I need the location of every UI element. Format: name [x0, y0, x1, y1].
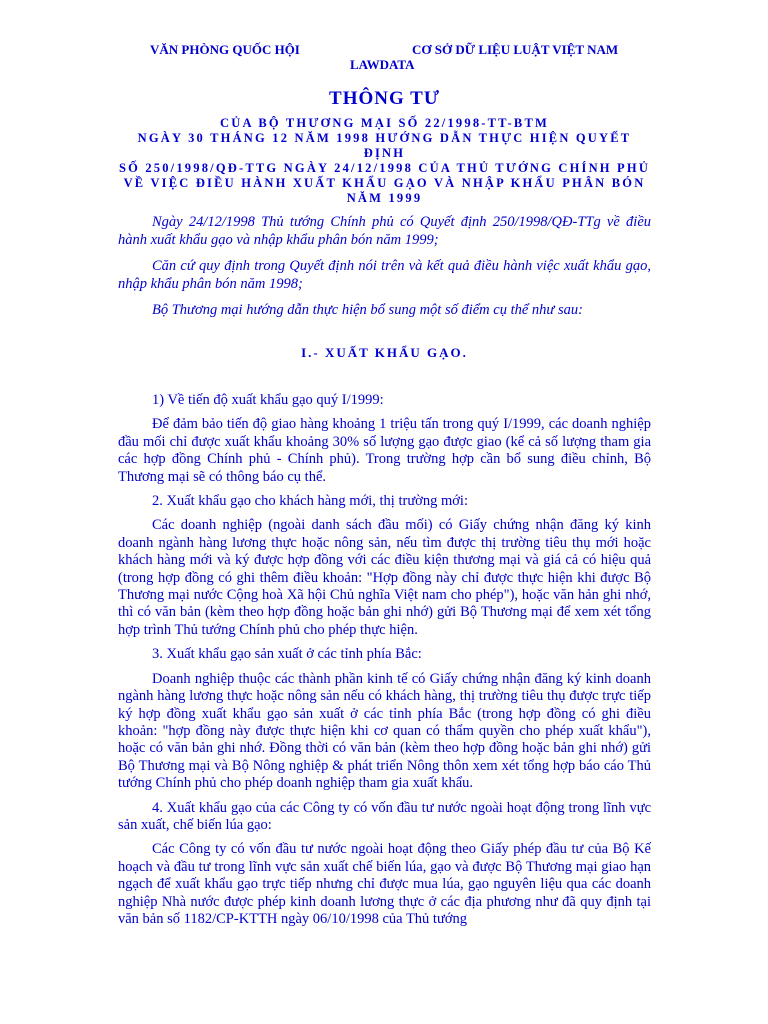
body-text — [118, 392, 651, 935]
preamble — [118, 213, 651, 327]
body-paragraph: Các doanh nghiệp (ngoài danh sách đầu mối) có Giấy chứng nhận đăng ký kinh doanh ngành hàng lương thực hoặc nông sản, nếu tìm được thị trường tiêu thụ mới hoặc khách hàng mới và ký được hợp đồng với các điều kiện thương mại và giá cả có hiệu quả (trong hợp đồng có ghi thêm điều khoản: "Hợp đồng này chỉ được thực hiện khi được Bộ Thương mại nước Cộng hoà Xã hội Chủ nghĩa Việt nam cho phép"), hoặc văn hản ghi nhớ, thì có văn bản (kèm theo hợp đồng hoặc bản ghi nhớ) gửi Bộ Thương mại để xem xét tổng hợp trình Thủ tướng Chính phủ cho phép thực hiện. — [118, 517, 651, 638]
section-heading: I.- XUẤT KHẨU GẠO. — [301, 345, 468, 360]
body-paragraph: Để đảm bảo tiến độ giao hàng khoảng 1 triệu tấn trong quý I/1999, các doanh nghiệp đầu mối chỉ được xuất khẩu khoảng 30% số lượng gạo được giao (kể cả số lượng tham gia các hợp đồng Chính phủ - Chính phủ). Trong trường hợp cần bổ sung điều chỉnh, Bộ Thương mại sẽ có thông báo cụ thể. — [118, 416, 651, 485]
body-paragraph: 3. Xuất khẩu gạo sản xuất ở các tỉnh phía Bắc: — [152, 646, 422, 663]
subtitle-line: SỐ 250/1998/QĐ-TTG NGÀY 24/12/1998 CỦA THỦ TƯỚNG CHÍNH PHỦ — [118, 161, 651, 175]
body-paragraph: 2. Xuất khẩu gạo cho khách hàng mới, thị trường mới: — [152, 493, 468, 510]
header-office: VĂN PHÒNG QUỐC HỘI — [150, 42, 300, 57]
preamble-paragraph: Bộ Thương mại hướng dẫn thực hiện bổ sung một số điểm cụ thể như sau: — [152, 302, 583, 318]
header-database: CƠ SỞ DỮ LIỆU LUẬT VIỆT NAM — [412, 42, 619, 57]
title-block — [118, 88, 651, 206]
subtitle-line: NGÀY 30 THÁNG 12 NĂM 1998 HƯỚNG DẪN THỰC HIỆN QUYẾT ĐỊNH — [137, 131, 632, 160]
subtitle-line: CỦA BỘ THƯƠNG MẠI SỐ 22/1998-TT-BTM — [220, 116, 549, 130]
body-paragraph: 4. Xuất khẩu gạo của các Công ty có vốn đầu tư nước ngoài hoạt động trong lĩnh vực sản xuất, chế biến lúa gạo: — [118, 799, 651, 833]
document-title: THÔNG TƯ — [329, 88, 440, 109]
preamble-paragraph: Ngày 24/12/1998 Thủ tướng Chính phủ có Quyết định 250/1998/QĐ-TTg về điều hành xuất khẩu gạo và nhập khẩu phân bón năm 1999; — [118, 214, 651, 248]
body-paragraph: Các Công ty có vốn đầu tư nước ngoài hoạt động theo Giấy phép đầu tư của Bộ Kế hoạch và đầu tư trong lĩnh vực sản xuất chế biến lúa, gạo và được Bộ Thương mại giao hạn ngạch để xuất khẩu gạo trực tiếp nhưng chỉ được mua lúa, gạo nguyên liệu qua các doanh nghiệp Nhà nước được phép kinh doanh lương thực ở các địa phương như đã quy định tại văn bản số 1182/CP-KTTH ngày 06/10/1998 của Thủ tướng — [118, 841, 651, 927]
document-subtitle — [118, 116, 651, 206]
preamble-paragraph: Căn cứ quy định trong Quyết định nói trên và kết quả điều hành việc xuất khẩu gạo, nhập khẩu phân bón năm 1998; — [118, 258, 651, 292]
subtitle-line: NĂM 1999 — [346, 191, 423, 205]
body-paragraph: 1) Về tiến độ xuất khẩu gạo quý I/1999: — [152, 392, 384, 408]
header-lawdata: LAWDATA — [350, 57, 415, 72]
body-paragraph: Doanh nghiệp thuộc các thành phần kinh tế có Giấy chứng nhận đăng ký kinh doanh ngành hàng lương thực hoặc nông sản nếu có khách hàng, thị trường tiêu thụ được trực tiếp ký hợp đồng xuất khẩu gạo sản xuất ở các tỉnh phía Bắc (trong hợp đồng có ghi điều khoản: "hợp đồng này được thực hiện khi cơ quan có thẩm quyền cho phép xuất khẩu"), hoặc có văn bản ghi nhớ. Đồng thời có văn bản (kèm theo hợp đồng hoặc bản ghi nhớ) gửi Bộ Thương mại và Bộ Nông nghiệp & phát triển Nông thôn xem xét tổng hợp báo cáo Thủ tướng Chính phủ cho phép doanh nghiệp tham gia xuất khẩu. — [118, 670, 651, 792]
subtitle-line: VỀ VIỆC ĐIỀU HÀNH XUẤT KHẨU GẠO VÀ NHẬP KHẨU PHÂN BÓN — [123, 176, 646, 190]
